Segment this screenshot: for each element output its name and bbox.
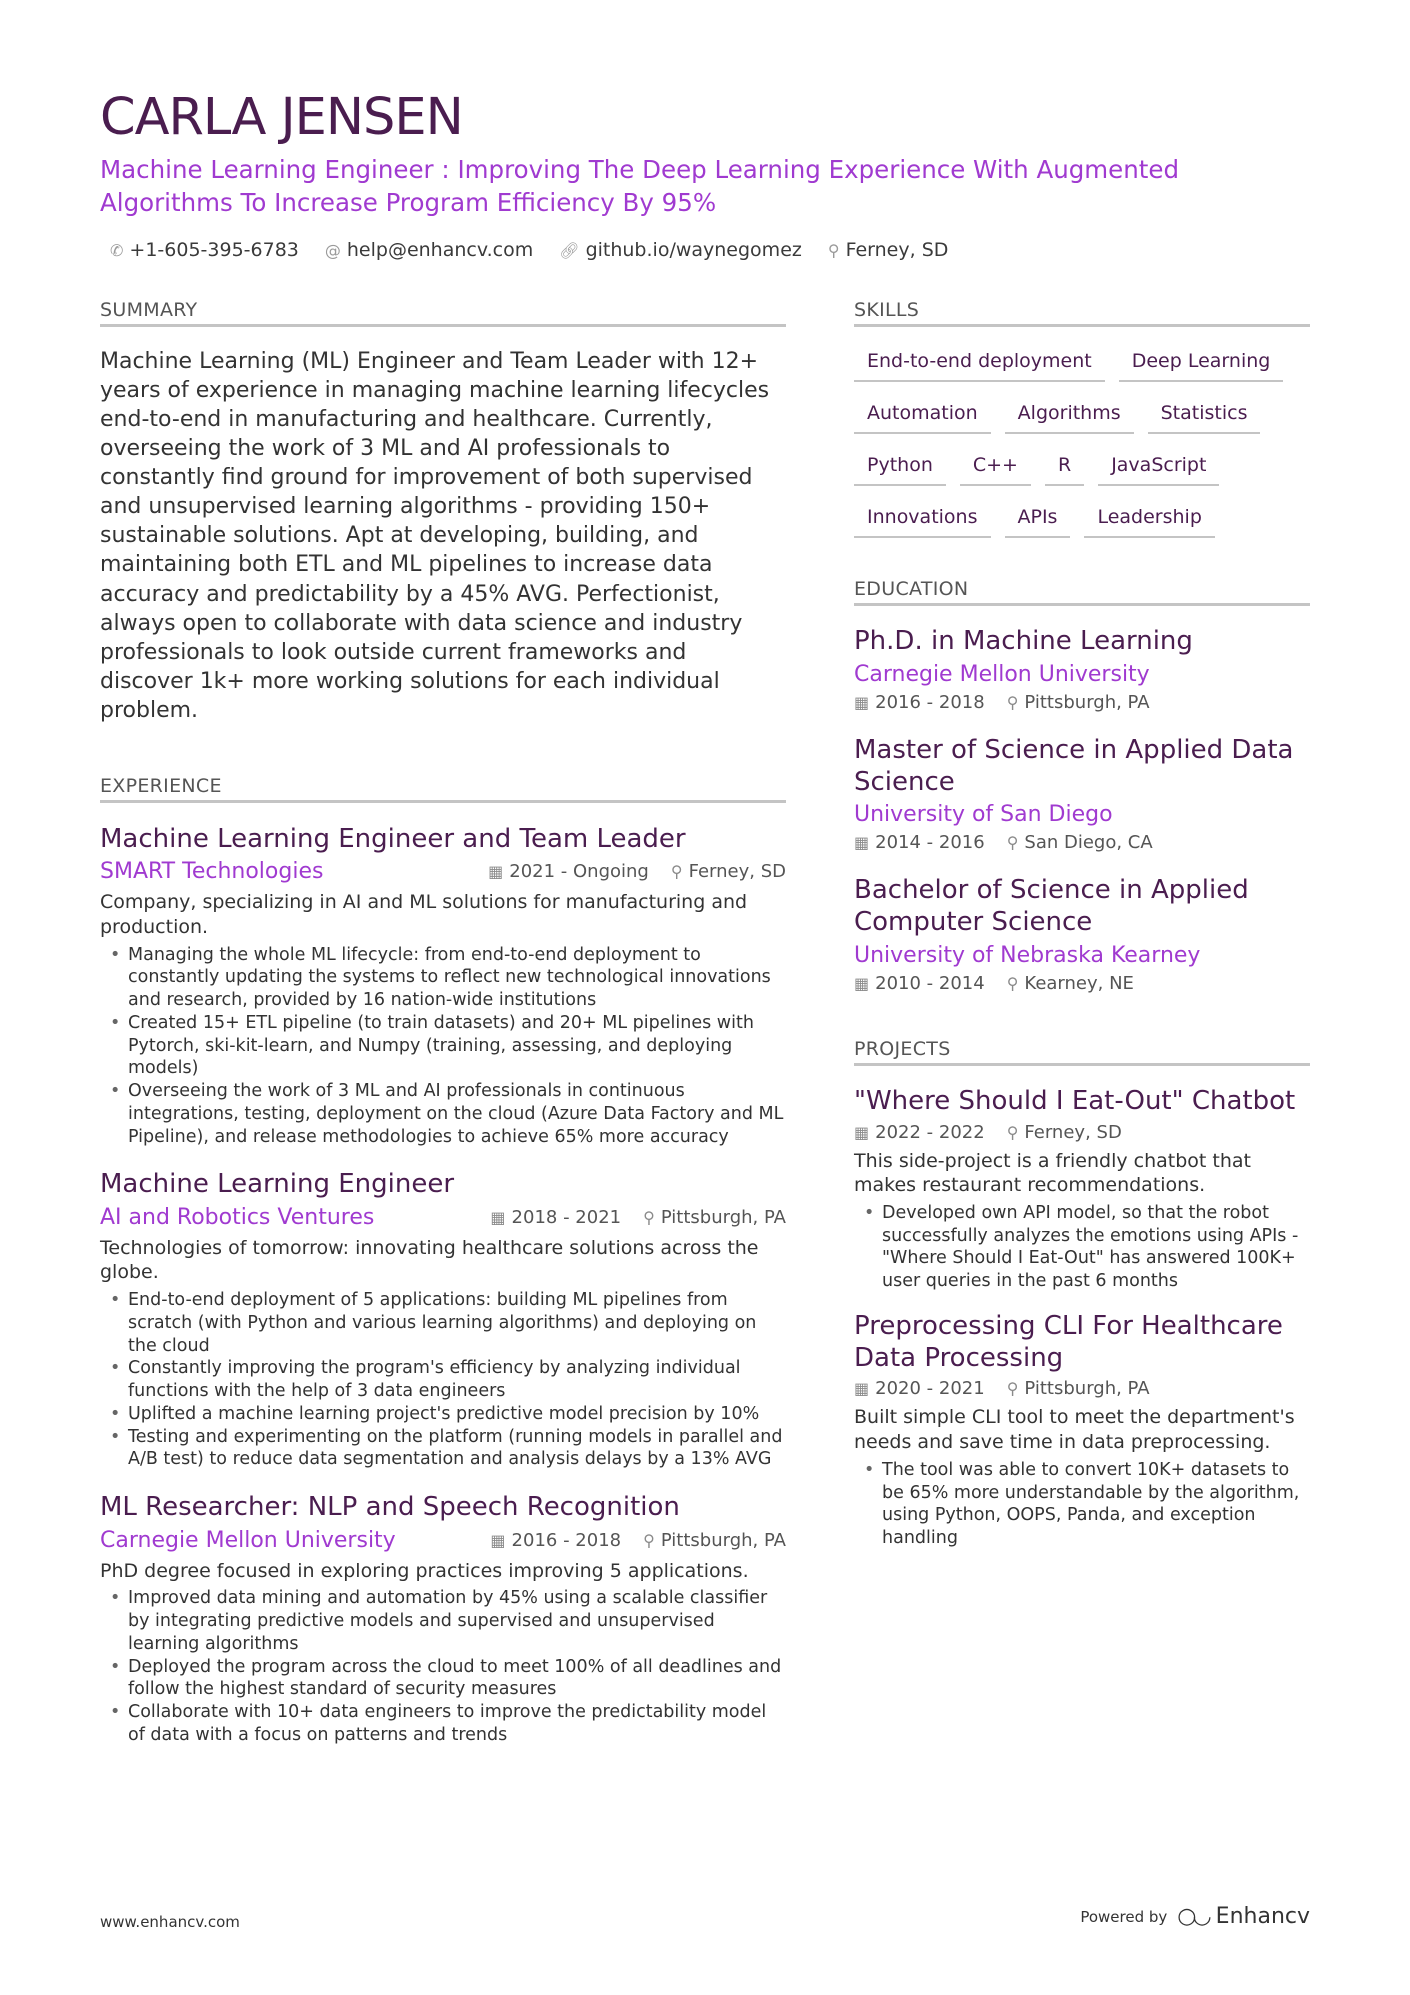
link-icon: 🔗︎ <box>559 240 580 260</box>
education-item <box>854 735 1310 853</box>
bullet-item: • Improved data mining and automation by 45% using a scalable classifier by integrating predictive models and supervised and unsupervised learning algorithms <box>100 1587 786 1655</box>
calendar-icon: ▦ <box>854 1122 870 1142</box>
location-icon: ⚲ <box>1006 1122 1019 1142</box>
skills-list <box>854 347 1310 538</box>
edu-location: San Diego, CA <box>1024 832 1153 854</box>
summary-heading: SUMMARY <box>100 299 786 327</box>
contact-bar <box>110 239 1310 261</box>
bullet-item: • Overseeing the work of 3 ML and AI professionals in continuous integrations, testing, deployment on the cloud (Azure Data Factory and ML Pipeline), and release methodologies to achieve 65% more accuracy <box>100 1080 786 1148</box>
company-description: Company, specializing in AI and ML solutions for manufacturing and production. <box>100 891 748 938</box>
job-location: Pittsburgh, PA <box>660 1529 786 1551</box>
job-location: Ferney, SD <box>688 861 786 883</box>
skill-tag: Python <box>854 451 946 486</box>
powered-by-label: Powered by <box>1080 1907 1168 1926</box>
brand-name: Enhancv <box>1215 1904 1310 1929</box>
project-location: Pittsburgh, PA <box>1024 1378 1150 1400</box>
skill-tag: Leadership <box>1084 503 1214 538</box>
calendar-icon: ▦ <box>854 833 870 853</box>
skill-tag: Algorithms <box>1005 399 1134 434</box>
bullet-item: • Managing the whole ML lifecycle: from end-to-end deployment to constantly updating the systems to reflect new technological innovations and research, provided by 16 nation-wide institutions <box>100 944 786 1012</box>
company-name: SMART Technologies <box>100 859 324 885</box>
location-value: Ferney, SD <box>845 239 949 262</box>
job-title: Machine Learning Engineer <box>100 1169 455 1200</box>
project-title: "Where Should I Eat-Out" Chatbot <box>854 1085 1296 1116</box>
location-icon: ⚲ <box>1006 692 1019 712</box>
skill-tag: R <box>1045 451 1084 486</box>
school-name: University of San Diego <box>854 802 1113 828</box>
bullet-item: • Constantly improving the program's efficiency by analyzing individual functions with the help of 3 data engineers <box>100 1357 786 1403</box>
bullet-item: • Developed own API model, so that the robot successfully analyzes the emotions using APIs - "Where Should I Eat-Out" has answered 100K+ user queries in the past 6 months <box>854 1202 1310 1293</box>
job-location: Pittsburgh, PA <box>660 1206 786 1228</box>
job-dates: 2018 - 2021 <box>511 1206 622 1228</box>
phone-value: +1-605-395-6783 <box>129 239 299 262</box>
calendar-icon: ▦ <box>488 862 504 882</box>
skill-tag: End-to-end deployment <box>854 347 1105 382</box>
experience-item <box>100 1491 786 1746</box>
contact-location <box>828 239 949 261</box>
location-icon: ⚲ <box>643 1530 655 1550</box>
experience-item <box>100 1168 786 1471</box>
link-value: github.io/waynegomez <box>585 239 802 262</box>
education-item <box>854 875 1310 993</box>
project-item <box>854 1086 1310 1293</box>
bullet-item: • Collaborate with 10+ data engineers to improve the predictability model of data with a focus on patterns and trends <box>100 1701 786 1747</box>
two-column-layout <box>100 299 1310 1766</box>
location-icon: ⚲ <box>1006 833 1019 853</box>
project-location: Ferney, SD <box>1024 1121 1122 1143</box>
skill-tag: Automation <box>854 399 991 434</box>
edu-location: Kearney, NE <box>1024 972 1134 994</box>
company-name: AI and Robotics Ventures <box>100 1204 375 1230</box>
school-name: University of Nebraska Kearney <box>854 942 1201 968</box>
project-description: Built simple CLI tool to meet the department's needs and save time in data preprocessing. <box>854 1406 1295 1454</box>
location-icon: ⚲ <box>1006 973 1019 993</box>
school-name: Carnegie Mellon University <box>854 661 1150 687</box>
skill-tag: Statistics <box>1148 399 1261 434</box>
contact-link[interactable] <box>559 239 802 261</box>
bullet-item: • The tool was able to convert 10K+ datasets to be 65% more understandable by the algorithm, using Python, OOPS, Panda, and exception handling <box>854 1459 1310 1550</box>
skill-tag: Innovations <box>854 503 991 538</box>
contact-phone[interactable] <box>110 239 299 261</box>
degree-title: Bachelor of Science in Applied Computer Science <box>854 875 1249 938</box>
company-name: Carnegie Mellon University <box>100 1527 396 1553</box>
project-description: This side-project is a friendly chatbot that makes restaurant recommendations. <box>854 1149 1252 1197</box>
projects-heading: PROJECTS <box>854 1038 1310 1066</box>
summary-text: Machine Learning (ML) Engineer and Team Leader with 12+ years of experience in managing machine learning lifecycles end-to-end in manufacturing and healthcare. Currently, overseeing the work of 3 ML and AI professionals to constantly find ground for improvement of both supervised and unsupervised learning algorithms - providing 150+ sustainable solutions. Apt at developing, building, and maintaining both ETL and ML pipelines to increase data accuracy and predictability by a 45% AVG. Perfectionist, always open to collaborate with data science and industry professionals to look outside current frameworks and discover 1k+ more working solutions for each individual problem. <box>100 349 770 723</box>
edu-dates: 2016 - 2018 <box>875 691 985 713</box>
education-heading: EDUCATION <box>854 578 1310 606</box>
edu-dates: 2010 - 2014 <box>875 972 985 994</box>
location-icon: ⚲ <box>643 1207 655 1227</box>
project-dates: 2020 - 2021 <box>875 1378 985 1400</box>
bullet-item: • Deployed the program across the cloud to meet 100% of all deadlines and follow the highest standard of security measures <box>100 1656 786 1702</box>
job-dates: 2016 - 2018 <box>511 1529 622 1551</box>
company-description: Technologies of tomorrow: innovating healthcare solutions across the globe. <box>100 1236 759 1284</box>
skill-tag: Deep Learning <box>1119 347 1284 382</box>
job-title: Machine Learning Engineer and Team Leader <box>100 823 686 854</box>
right-column <box>854 299 1310 1766</box>
calendar-icon: ▦ <box>854 692 870 712</box>
footer-branding <box>1080 1904 1310 1929</box>
experience-item <box>100 823 786 1149</box>
project-dates: 2022 - 2022 <box>875 1121 985 1143</box>
project-item <box>854 1311 1310 1550</box>
job-title: ML Researcher: NLP and Speech Recognition <box>100 1492 680 1523</box>
calendar-icon: ▦ <box>854 973 870 993</box>
email-value: help@enhancv.com <box>346 239 534 262</box>
location-icon: ⚲ <box>670 862 683 882</box>
edu-dates: 2014 - 2016 <box>875 832 985 854</box>
bullet-item: • Uplifted a machine learning project's predictive model precision by 10% <box>100 1403 786 1426</box>
enhancv-logo[interactable] <box>1177 1904 1310 1929</box>
location-icon: ⚲ <box>827 240 840 260</box>
experience-heading: EXPERIENCE <box>100 775 786 803</box>
skill-tag: C++ <box>960 451 1031 486</box>
degree-title: Ph.D. in Machine Learning <box>854 626 1193 657</box>
headline: Machine Learning Engineer : Improving The Deep Learning Experience With Augmented Algorithms To Increase Program Efficiency By 95% <box>100 155 1180 217</box>
phone-icon: ✆ <box>110 240 124 260</box>
calendar-icon: ▦ <box>490 1207 506 1227</box>
left-column <box>100 299 786 1766</box>
footer-website-link[interactable]: www.enhancv.com <box>100 1913 240 1931</box>
degree-title: Master of Science in Applied Data Science <box>854 734 1294 797</box>
enhancv-logo-icon: ○◡ <box>1177 1904 1208 1929</box>
skills-heading: SKILLS <box>854 299 1310 327</box>
project-title: Preprocessing CLI For Healthcare Data Processing <box>854 1310 1283 1373</box>
location-icon: ⚲ <box>1006 1379 1019 1399</box>
calendar-icon: ▦ <box>854 1379 870 1399</box>
bullet-item: • Testing and experimenting on the platform (running models in parallel and A/B test) to reduce data segmentation and analysis delays by a 13% AVG <box>100 1426 786 1472</box>
education-item <box>854 626 1310 713</box>
calendar-icon: ▦ <box>490 1530 506 1550</box>
skill-tag: JavaScript <box>1098 451 1219 486</box>
bullet-item: • End-to-end deployment of 5 applications: building ML pipelines from scratch (with Python and various learning algorithms) and deploying on the cloud <box>100 1289 786 1357</box>
job-dates: 2021 - Ongoing <box>509 861 649 883</box>
at-icon: @ <box>324 240 341 260</box>
edu-location: Pittsburgh, PA <box>1024 691 1150 713</box>
company-description: PhD degree focused in exploring practices improving 5 applications. <box>100 1559 749 1582</box>
skill-tag: APIs <box>1005 503 1071 538</box>
bullet-item: • Created 15+ ETL pipeline (to train datasets) and 20+ ML pipelines with Pytorch, ski-kit-learn, and Numpy (training, assessing, and deploying models) <box>100 1012 786 1080</box>
candidate-name: CARLA JENSEN <box>100 88 463 147</box>
contact-email[interactable] <box>325 239 533 261</box>
